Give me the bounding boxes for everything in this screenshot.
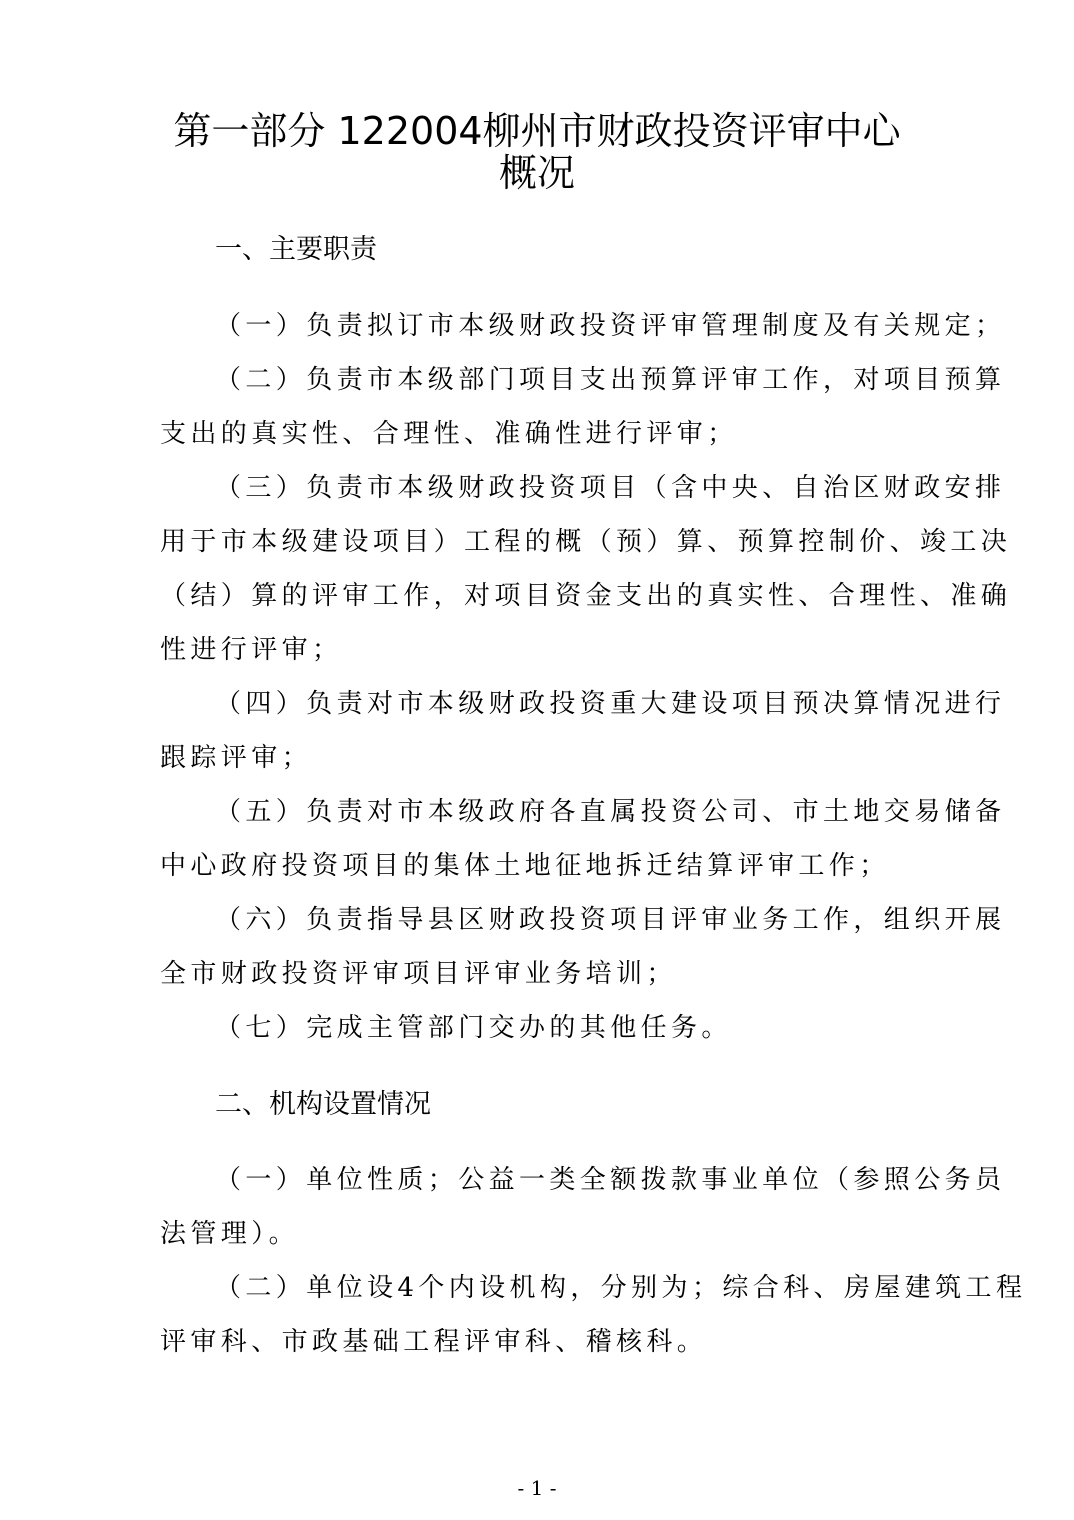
section-heading-main-duties: 一、主要职责 — [215, 234, 377, 265]
duty-5-line-2: 中心政府投资项目的集体土地征地拆迁结算评审工作； — [160, 851, 890, 881]
duty-7-line-1: （七）完成主管部门交办的其他任务。 — [215, 1013, 732, 1043]
document-title-line-1: 第一部分 122004柳州市财政投资评审中心 — [173, 109, 901, 153]
duty-6-line-2: 全市财政投资评审项目评审业务培训； — [160, 959, 677, 989]
duty-6-line-1: （六）负责指导县区财政投资项目评审业务工作，组织开展 — [215, 905, 1006, 935]
duty-4-line-2: 跟踪评审； — [160, 743, 313, 773]
org-2-line-1: （二）单位设4个内设机构，分别为；综合科、房屋建筑工程 — [215, 1273, 1027, 1303]
duty-3-line-1: （三）负责市本级财政投资项目（含中央、自治区财政安排 — [215, 473, 1006, 503]
duty-3-line-4: 性进行评审； — [160, 635, 343, 665]
org-1-line-2: 法管理）。 — [160, 1219, 300, 1249]
org-2-line-2: 评审科、市政基础工程评审科、稽核科。 — [160, 1327, 708, 1357]
duty-2-line-2: 支出的真实性、合理性、准确性进行评审； — [160, 419, 738, 449]
duty-1-line-1: （一）负责拟订市本级财政投资评审管理制度及有关规定； — [215, 311, 1006, 341]
document-title-line-2: 概况 — [498, 151, 575, 195]
section-heading-organization: 二、机构设置情况 — [215, 1089, 431, 1120]
duty-4-line-1: （四）负责对市本级财政投资重大建设项目预决算情况进行 — [215, 689, 1006, 719]
org-1-line-1: （一）单位性质；公益一类全额拨款事业单位（参照公务员 — [215, 1165, 1006, 1195]
page-number: - 1 - — [517, 1476, 557, 1500]
duty-2-line-1: （二）负责市本级部门项目支出预算评审工作，对项目预算 — [215, 365, 1006, 395]
duty-3-line-2: 用于市本级建设项目）工程的概（预）算、预算控制价、竣工决 — [160, 527, 1012, 557]
duty-5-line-1: （五）负责对市本级政府各直属投资公司、市土地交易储备 — [215, 797, 1006, 827]
duty-3-line-3: （结）算的评审工作，对项目资金支出的真实性、合理性、准确 — [160, 581, 1012, 611]
